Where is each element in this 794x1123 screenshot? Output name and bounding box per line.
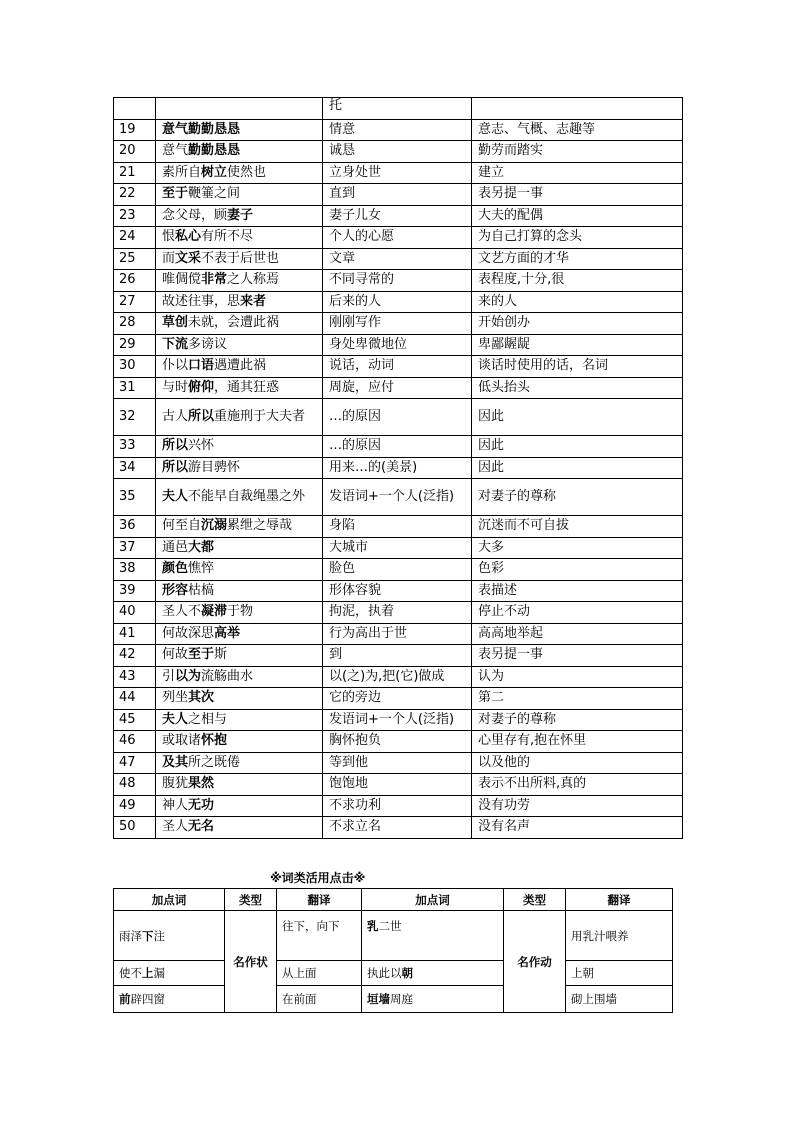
modern-meaning: 表另提一事 <box>472 184 683 206</box>
conversion-header-row <box>114 889 673 911</box>
dotted-word: 无功 <box>188 797 215 813</box>
dotted-word: 形容 <box>162 582 189 598</box>
vocab-row <box>114 291 683 313</box>
conversion-translation: 往下，向下 <box>277 911 362 961</box>
meaning-in-context: 用来…的(美景) <box>323 457 472 479</box>
header-type: 类型 <box>225 889 277 911</box>
modern-meaning: 大多 <box>472 537 683 559</box>
header-translation-2: 翻译 <box>566 889 673 911</box>
phrase-cell <box>156 580 323 602</box>
phrase-text: 游目骋怀 <box>188 459 241 475</box>
row-number: 34 <box>114 457 156 479</box>
vocab-row <box>114 377 683 399</box>
phrase-text: 鞭箠之间 <box>188 186 241 202</box>
row-number: 47 <box>114 752 156 774</box>
phrase-text: 古人 <box>162 409 189 424</box>
meaning-in-context: 拘泥，执着 <box>323 602 472 624</box>
phrase-text: 仆以 <box>162 358 189 374</box>
phrase-text: 流觞曲水 <box>201 668 254 684</box>
vocab-row <box>114 205 683 227</box>
vocab-row <box>114 774 683 796</box>
dotted-word: 垣墙 <box>367 992 390 1006</box>
conversion-word-2 <box>362 986 504 1013</box>
dotted-word: 下流 <box>162 336 189 352</box>
vocab-row <box>114 817 683 839</box>
meaning-in-context: 文章 <box>323 248 472 270</box>
phrase-text: 神人 <box>162 797 189 813</box>
vocab-row <box>114 709 683 731</box>
phrase-text: 唯倜傥 <box>162 272 202 288</box>
phrase-text: 多谤议 <box>188 336 228 352</box>
conversion-translation: 从上面 <box>277 961 362 986</box>
phrase-cell <box>156 645 323 667</box>
conversion-translation-2: 砌上围墙 <box>566 986 673 1013</box>
vocab-row <box>114 516 683 538</box>
dotted-word: 以为 <box>175 668 202 684</box>
meaning-in-context: 刚刚写作 <box>323 313 472 335</box>
phrase-cell <box>156 227 323 249</box>
conversion-word-2 <box>362 961 504 986</box>
phrase-cell <box>156 731 323 753</box>
phrase-text: 与时 <box>162 379 189 395</box>
phrase-text: 之人称焉 <box>227 272 280 288</box>
phrase-text: 雨泽 <box>119 928 142 943</box>
phrase-cell <box>156 141 323 163</box>
row-number: 37 <box>114 537 156 559</box>
conversion-row <box>114 911 673 961</box>
row-number: 49 <box>114 795 156 817</box>
vocab-table <box>113 97 683 839</box>
modern-meaning: 因此 <box>472 457 683 479</box>
conversion-row <box>114 986 673 1013</box>
modern-meaning: 没有功劳 <box>472 795 683 817</box>
row-number: 27 <box>114 291 156 313</box>
dotted-word: 前 <box>119 992 131 1006</box>
row-number: 45 <box>114 709 156 731</box>
row-number: 23 <box>114 205 156 227</box>
phrase-cell <box>156 666 323 688</box>
phrase-cell <box>156 457 323 479</box>
meaning-in-context: 脸色 <box>323 559 472 581</box>
meaning-in-context: 后来的人 <box>323 291 472 313</box>
conversion-translation: 在前面 <box>277 986 362 1013</box>
modern-meaning: 文艺方面的才华 <box>472 248 683 270</box>
row-number: 36 <box>114 516 156 538</box>
row-number: 50 <box>114 817 156 839</box>
row-number: 32 <box>114 399 156 436</box>
phrase-text: 何故深思 <box>162 625 215 641</box>
modern-meaning: 建立 <box>472 162 683 184</box>
vocab-row <box>114 602 683 624</box>
dotted-word: 所以 <box>188 409 215 424</box>
row-number: 38 <box>114 559 156 581</box>
dotted-word: 乳 <box>367 919 379 933</box>
phrase-cell <box>156 559 323 581</box>
vocab-row <box>114 645 683 667</box>
dotted-word: 夫人 <box>162 711 189 727</box>
phrase-text: 不表于后世也 <box>201 250 280 266</box>
dotted-word: 树立 <box>201 164 228 180</box>
meaning-in-context: 不求立名 <box>323 817 472 839</box>
row-number: 22 <box>114 184 156 206</box>
meaning-in-context: 形体容貌 <box>323 580 472 602</box>
modern-meaning: 勤劳而踏实 <box>472 141 683 163</box>
phrase-text: 何故 <box>162 647 189 663</box>
meaning-in-context: 妻子儿女 <box>323 205 472 227</box>
phrase-text: 二世 <box>378 919 402 933</box>
modern-meaning: 大夫的配偶 <box>472 205 683 227</box>
modern-meaning: 表程度,十分,很 <box>472 270 683 292</box>
row-number: 31 <box>114 377 156 399</box>
vocab-row <box>114 580 683 602</box>
meaning-in-context: 直到 <box>323 184 472 206</box>
modern-meaning: 心里存有,抱在怀里 <box>472 731 683 753</box>
meaning-in-context: 发语词+一个人(泛指) <box>323 709 472 731</box>
phrase-text: 未就，会遭此祸 <box>188 315 280 331</box>
phrase-text: 腹犹 <box>162 776 189 792</box>
modern-meaning: 开始创办 <box>472 313 683 335</box>
phrase-cell <box>156 313 323 335</box>
phrase-text: 枯槁 <box>188 582 215 598</box>
meaning-in-context: 说话，动词 <box>323 356 472 378</box>
phrase-cell <box>156 184 323 206</box>
phrase-cell <box>156 537 323 559</box>
row-number: 42 <box>114 645 156 667</box>
modern-meaning: 第二 <box>472 688 683 710</box>
dotted-word: 夫人 <box>162 489 189 504</box>
meaning-in-context: 大城市 <box>323 537 472 559</box>
phrase-text: 而 <box>162 250 176 266</box>
modern-meaning: 来的人 <box>472 291 683 313</box>
modern-meaning: 谈话时使用的话，名词 <box>472 356 683 378</box>
row-number: 44 <box>114 688 156 710</box>
modern-meaning: 没有名声 <box>472 817 683 839</box>
phrase-text: 遇遭此祸 <box>214 358 267 374</box>
conversion-word <box>114 986 225 1013</box>
modern-meaning: 沉迷而不可自拔 <box>472 516 683 538</box>
phrase-text: 或取诸 <box>162 733 202 749</box>
dotted-word: 其次 <box>188 690 215 706</box>
vocab-row <box>114 436 683 458</box>
header-word: 加点词 <box>114 889 225 911</box>
phrase-cell <box>156 270 323 292</box>
meaning-in-context: 以(之)为,把(它)做成 <box>323 666 472 688</box>
phrase-cell <box>156 688 323 710</box>
phrase-cell <box>156 248 323 270</box>
meaning-in-context: 不求功利 <box>323 795 472 817</box>
dotted-word: 至于 <box>188 647 215 663</box>
modern-meaning: 因此 <box>472 436 683 458</box>
row-number: 41 <box>114 623 156 645</box>
vocab-row <box>114 270 683 292</box>
meaning-in-context: 到 <box>323 645 472 667</box>
phrase-text: 所之既倦 <box>188 754 241 770</box>
meaning-in-context: …的原因 <box>323 399 472 436</box>
vocab-row <box>114 184 683 206</box>
conversion-row <box>114 961 673 986</box>
modern-meaning: 低头抬头 <box>472 377 683 399</box>
vocab-row <box>114 795 683 817</box>
conversion-type-left: 名作状 <box>225 911 277 1013</box>
meaning-in-context: 立身处世 <box>323 162 472 184</box>
vocab-row <box>114 119 683 141</box>
row-number: 20 <box>114 141 156 163</box>
phrase-text: 素所自 <box>162 164 202 180</box>
phrase-cell <box>156 516 323 538</box>
phrase-text: 执此以 <box>367 966 402 980</box>
meaning-in-context: 托 <box>323 98 472 120</box>
phrase-cell <box>156 774 323 796</box>
phrase-cell <box>156 162 323 184</box>
row-number: 35 <box>114 479 156 516</box>
header-type-2: 类型 <box>504 889 566 911</box>
row-number: 21 <box>114 162 156 184</box>
phrase-cell <box>156 602 323 624</box>
dotted-word: 俯仰 <box>188 379 215 395</box>
meaning-in-context: 身处卑微地位 <box>323 334 472 356</box>
dotted-word: 口语 <box>188 358 215 374</box>
conversion-caption: ※词类活用点击※ <box>270 871 366 885</box>
dotted-word: 妻子 <box>227 207 254 223</box>
phrase-cell <box>156 479 323 516</box>
vocab-row <box>114 98 683 120</box>
dotted-word: 果然 <box>188 776 215 792</box>
header-translation: 翻译 <box>277 889 362 911</box>
vocab-row <box>114 313 683 335</box>
meaning-in-context: 诚恳 <box>323 141 472 163</box>
row-number: 28 <box>114 313 156 335</box>
phrase-text: 憔悴 <box>188 561 215 577</box>
dotted-word: 无名 <box>188 819 215 835</box>
phrase-text: 故述往事，思 <box>162 293 241 309</box>
dotted-word: 勤勤恳恳 <box>188 143 241 159</box>
row-number: 46 <box>114 731 156 753</box>
row-number <box>114 98 156 120</box>
vocab-row <box>114 457 683 479</box>
row-number: 30 <box>114 356 156 378</box>
vocab-row <box>114 623 683 645</box>
phrase-text: 周庭 <box>390 992 413 1006</box>
meaning-in-context: 行为高出于世 <box>323 623 472 645</box>
meaning-in-context: 等到他 <box>323 752 472 774</box>
phrase-text: 念父母，顾 <box>162 207 228 223</box>
dotted-word: 凝滞 <box>201 604 228 620</box>
phrase-text: 使然也 <box>227 164 267 180</box>
modern-meaning: 对妻子的尊称 <box>472 709 683 731</box>
phrase-text: 于物 <box>227 604 254 620</box>
modern-meaning: 以及他的 <box>472 752 683 774</box>
phrase-text: 之相与 <box>188 711 228 727</box>
modern-meaning: 意志、气概、志趣等 <box>472 119 683 141</box>
row-number: 40 <box>114 602 156 624</box>
phrase-text: 辟四窗 <box>130 992 165 1006</box>
modern-meaning: 因此 <box>472 399 683 436</box>
vocab-row <box>114 334 683 356</box>
dotted-word: 所以 <box>162 459 189 475</box>
vocab-row <box>114 162 683 184</box>
phrase-cell <box>156 205 323 227</box>
row-number: 26 <box>114 270 156 292</box>
dotted-word: 草创 <box>162 315 189 331</box>
phrase-cell <box>156 436 323 458</box>
dotted-word: 朝 <box>401 966 413 980</box>
vocab-row <box>114 479 683 516</box>
modern-meaning: 表另提一事 <box>472 645 683 667</box>
phrase-text: 重施刑于大夫者 <box>214 409 306 424</box>
dotted-word: 颜色 <box>162 561 189 577</box>
dotted-word: 高举 <box>214 625 241 641</box>
dotted-word: 所以 <box>162 438 189 454</box>
dotted-word: 私心 <box>175 229 202 245</box>
phrase-text: 圣人不 <box>162 604 202 620</box>
vocab-row <box>114 752 683 774</box>
dotted-word: 非常 <box>201 272 228 288</box>
phrase-text: 兴怀 <box>188 438 215 454</box>
conversion-translation-2: 上朝 <box>566 961 673 986</box>
phrase-text: 恨 <box>162 229 176 245</box>
conversion-word <box>114 961 225 986</box>
meaning-in-context: 饱饱地 <box>323 774 472 796</box>
phrase-cell <box>156 291 323 313</box>
dotted-word: 上 <box>142 966 154 980</box>
phrase-cell <box>156 752 323 774</box>
meaning-in-context: 周旋，应付 <box>323 377 472 399</box>
row-number: 43 <box>114 666 156 688</box>
vocab-row <box>114 688 683 710</box>
vocab-row <box>114 356 683 378</box>
modern-meaning: 表示不出所料,真的 <box>472 774 683 796</box>
dotted-word: 沉溺 <box>201 518 228 534</box>
phrase-text: 漏 <box>153 966 165 980</box>
header-word-2: 加点词 <box>362 889 504 911</box>
dotted-word: 大都 <box>188 539 215 555</box>
phrase-text: 累绁之辱哉 <box>227 518 293 534</box>
modern-meaning: 表描述 <box>472 580 683 602</box>
row-number: 24 <box>114 227 156 249</box>
modern-meaning: 对妻子的尊称 <box>472 479 683 516</box>
meaning-in-context: 身陷 <box>323 516 472 538</box>
phrase-text: 引 <box>162 668 176 684</box>
dotted-word: 来者 <box>240 293 267 309</box>
row-number: 29 <box>114 334 156 356</box>
meaning-in-context: 情意 <box>323 119 472 141</box>
vocab-row <box>114 537 683 559</box>
phrase-text: 列坐 <box>162 690 189 706</box>
dotted-word: 意气勤勤恳恳 <box>162 121 241 137</box>
meaning-in-context: 它的旁边 <box>323 688 472 710</box>
phrase-cell <box>156 709 323 731</box>
vocab-row <box>114 141 683 163</box>
vocab-table-body <box>114 98 683 839</box>
phrase-cell <box>156 399 323 436</box>
vocab-row <box>114 731 683 753</box>
phrase-text: 意气 <box>162 143 189 159</box>
phrase-text: 通邑 <box>162 539 189 555</box>
vocab-row <box>114 227 683 249</box>
phrase-text: 有所不尽 <box>201 229 254 245</box>
meaning-in-context: 胸怀抱负 <box>323 731 472 753</box>
conversion-word-2 <box>362 911 504 961</box>
phrase-text: 使不 <box>119 966 142 980</box>
vocab-row <box>114 399 683 436</box>
meaning-in-context: 发语词+一个人(泛指) <box>323 479 472 516</box>
meaning-in-context: 不同寻常的 <box>323 270 472 292</box>
meaning-in-context: 个人的心愿 <box>323 227 472 249</box>
modern-meaning <box>472 98 683 120</box>
phrase-cell <box>156 377 323 399</box>
dotted-word: 下 <box>142 928 154 943</box>
vocab-row <box>114 559 683 581</box>
row-number: 48 <box>114 774 156 796</box>
row-number: 25 <box>114 248 156 270</box>
phrase-cell <box>156 98 323 120</box>
dotted-word: 文采 <box>175 250 202 266</box>
phrase-text: 斯 <box>214 647 228 663</box>
conversion-type-right: 名作动 <box>504 911 566 1013</box>
conversion-word <box>114 911 225 961</box>
row-number: 19 <box>114 119 156 141</box>
vocab-row <box>114 666 683 688</box>
dotted-word: 及其 <box>162 754 189 770</box>
phrase-text: ，通其狂惑 <box>214 379 280 395</box>
dotted-word: 怀抱 <box>201 733 228 749</box>
phrase-cell <box>156 623 323 645</box>
modern-meaning: 为自己打算的念头 <box>472 227 683 249</box>
phrase-cell <box>156 119 323 141</box>
row-number: 39 <box>114 580 156 602</box>
modern-meaning: 认为 <box>472 666 683 688</box>
row-number: 33 <box>114 436 156 458</box>
modern-meaning: 色彩 <box>472 559 683 581</box>
modern-meaning: 高高地举起 <box>472 623 683 645</box>
meaning-in-context: …的原因 <box>323 436 472 458</box>
conversion-translation-2: 用乳汁喂养 <box>566 911 673 961</box>
phrase-text: 圣人 <box>162 819 189 835</box>
phrase-text: 不能早自裁绳墨之外 <box>188 489 306 504</box>
dotted-word: 至于 <box>162 186 189 202</box>
phrase-cell <box>156 817 323 839</box>
vocab-row <box>114 248 683 270</box>
conversion-table <box>113 888 673 1013</box>
phrase-cell <box>156 356 323 378</box>
phrase-text: 何至自 <box>162 518 202 534</box>
modern-meaning: 卑鄙龌龊 <box>472 334 683 356</box>
phrase-cell <box>156 795 323 817</box>
phrase-cell <box>156 334 323 356</box>
phrase-text: 注 <box>153 928 165 943</box>
modern-meaning: 停止不动 <box>472 602 683 624</box>
